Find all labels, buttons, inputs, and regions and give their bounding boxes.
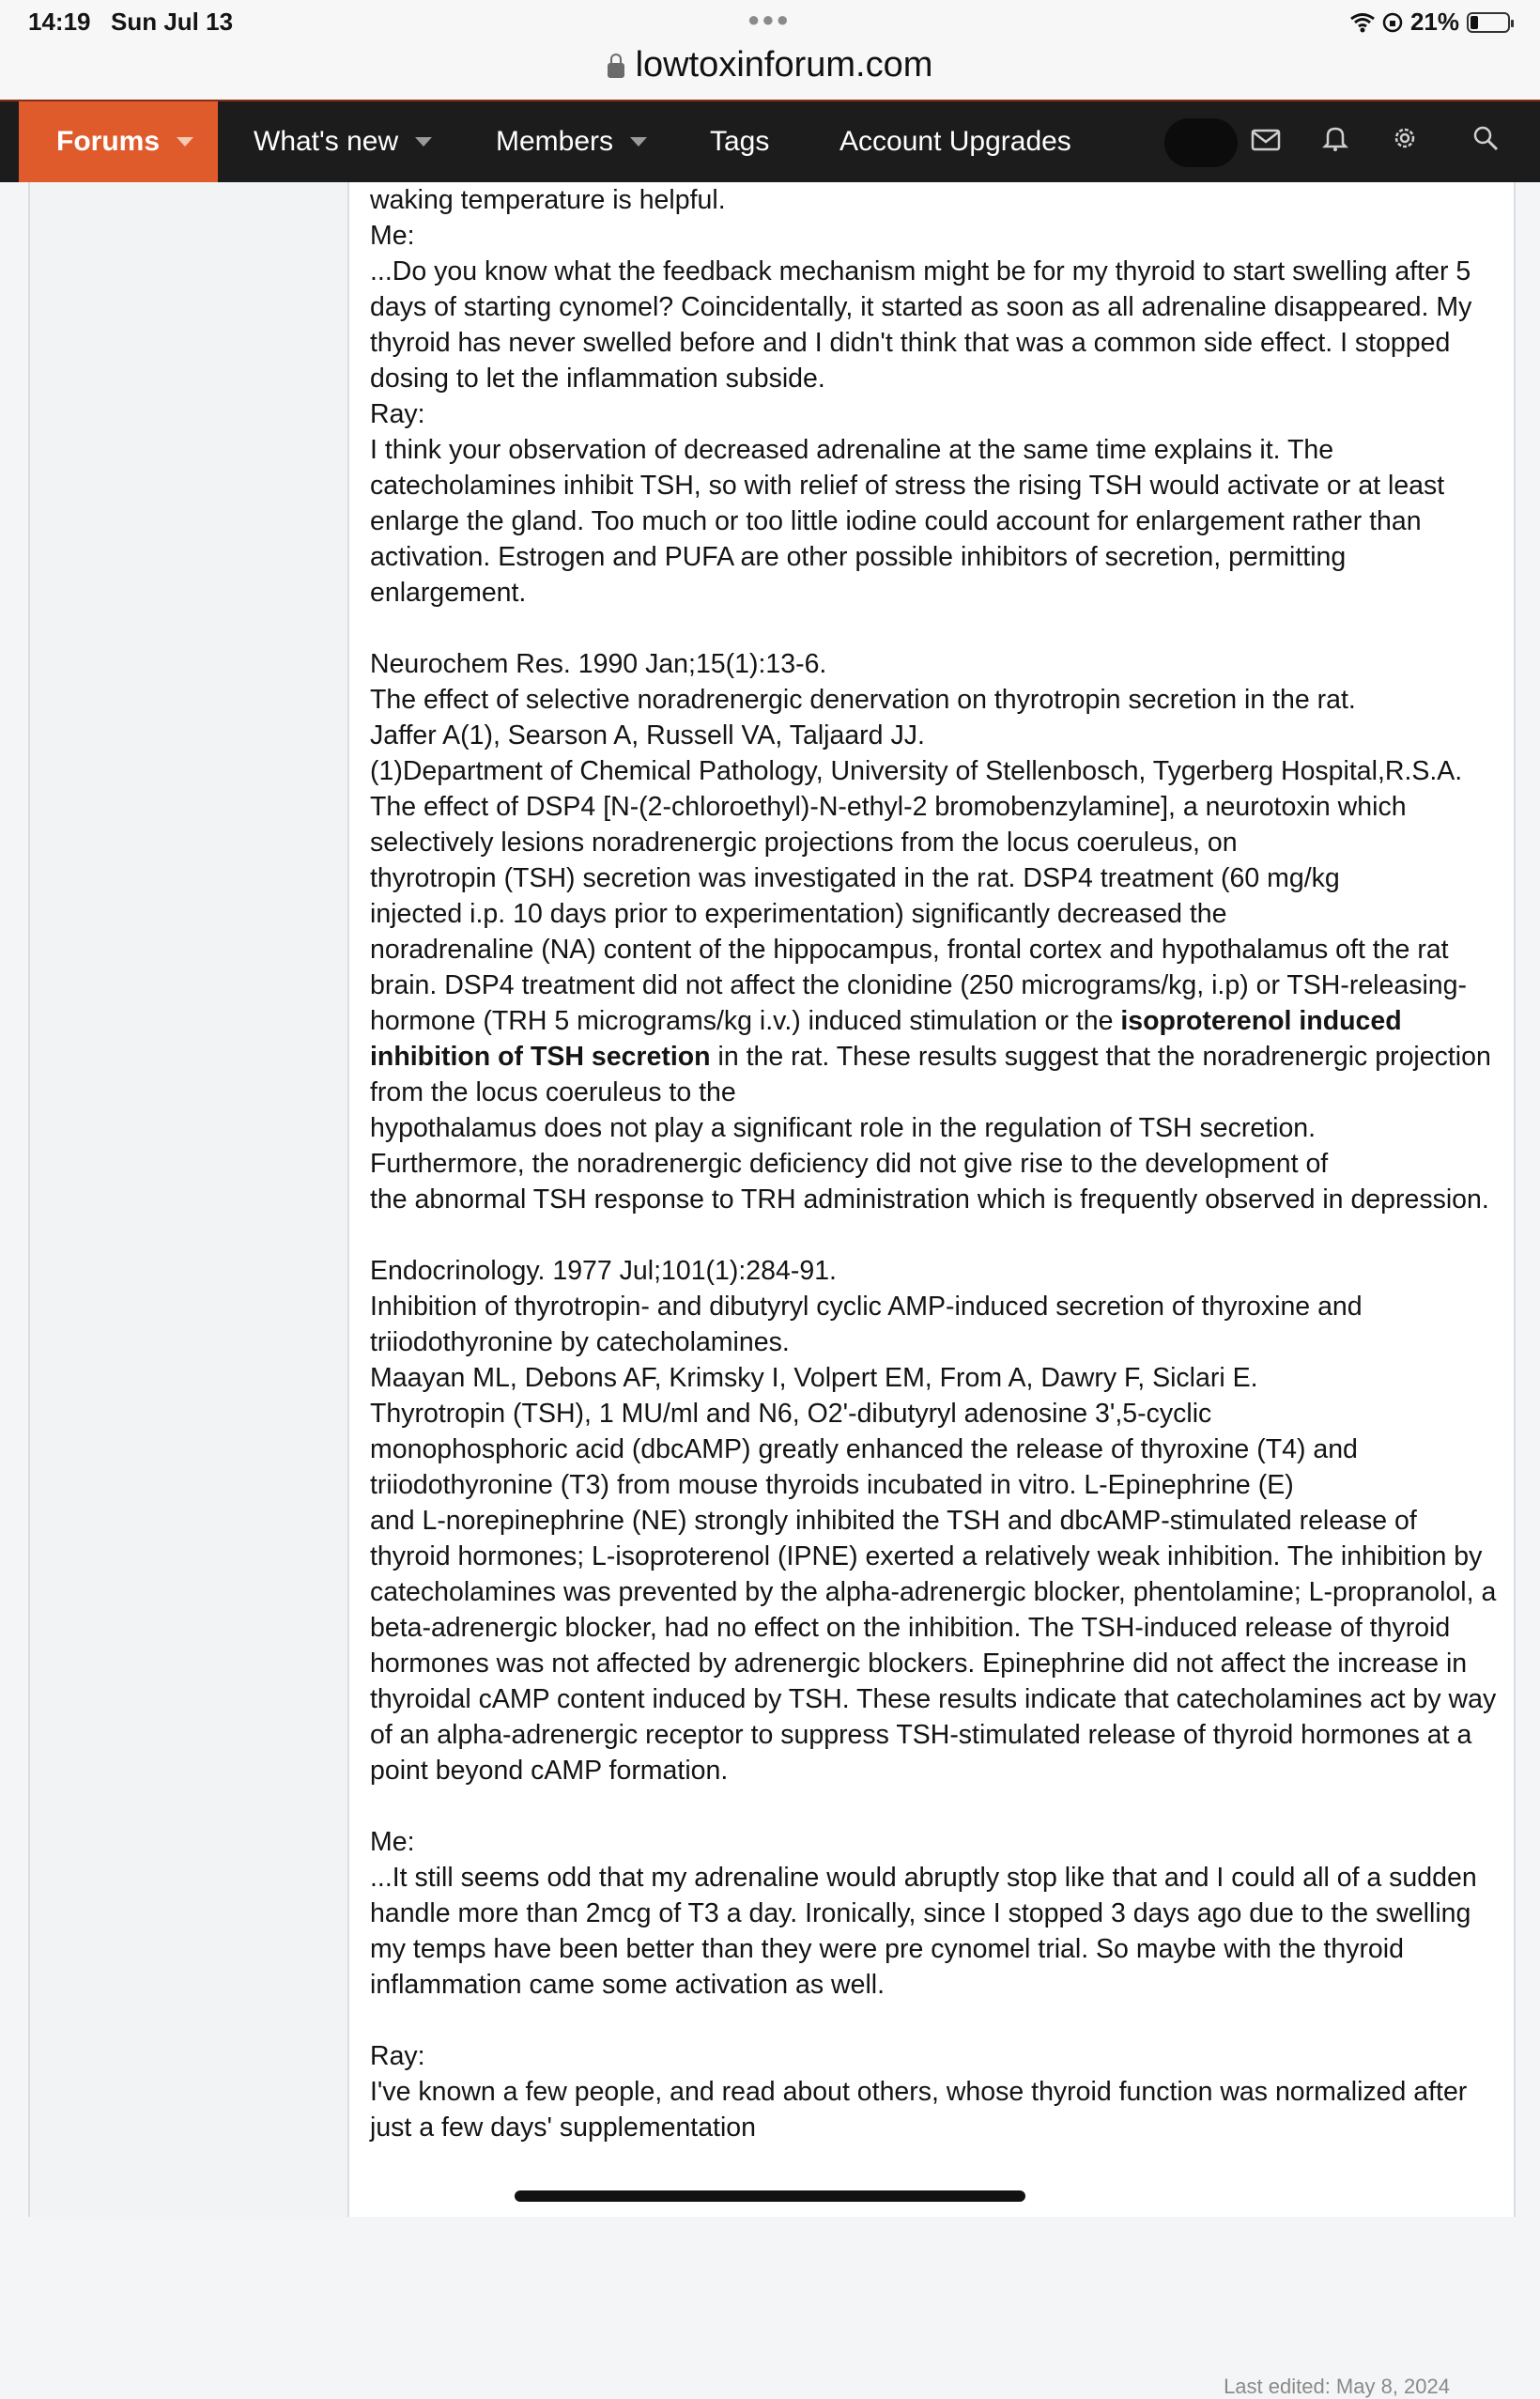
spacer xyxy=(370,611,1497,646)
abstract-line: The effect of DSP4 [N-(2-chloroethyl)-N-ethyl-2 bromobenzylamine], a neurotoxin which xyxy=(370,792,1407,822)
chevron-down-icon[interactable] xyxy=(177,137,193,147)
citation-authors: Maayan ML, Debons AF, Krimsky I, Volpert EM, From A, Dawry F, Siclari E. xyxy=(370,1363,1258,1393)
battery-percent: 21% xyxy=(1409,8,1459,36)
mail-icon[interactable] xyxy=(1240,101,1292,182)
nav-tab-tags[interactable] xyxy=(710,101,769,182)
lock-icon xyxy=(608,63,624,78)
bold-highlight: isoproterenol induced inhibition of TSH secretion xyxy=(370,1006,1402,1072)
nav-label: Account Upgrades xyxy=(839,126,1071,157)
abstract-line: injected i.p. 10 days prior to experimentation) significantly decreased the xyxy=(370,899,1227,929)
chevron-down-icon[interactable] xyxy=(630,137,647,147)
battery-fill xyxy=(1471,16,1478,29)
bell-icon[interactable] xyxy=(1309,101,1362,182)
post-paragraph: waking temperature is helpful. xyxy=(370,185,726,215)
citation-authors: Jaffer A(1), Searson A, Russell VA, Taljaard JJ. xyxy=(370,720,925,751)
post-paragraph: ...It still seems odd that my adrenaline would abruptly stop like that and I could all of a sudden handle more than 2mcg of T3 a day. Ironically, since I stopped 3 days ago due to the swelling my temps have been better than they were pre cynomel trial. So maybe with the thyroid inflammation came some activation as well. xyxy=(370,1863,1477,2000)
home-indicator[interactable] xyxy=(515,2190,1025,2202)
search-icon[interactable] xyxy=(1459,101,1512,182)
post-speaker: Ray: xyxy=(370,2041,425,2071)
nav-label: Members xyxy=(496,126,614,157)
gear-icon[interactable] xyxy=(1378,101,1431,182)
nav-tab-account-upgrades[interactable] xyxy=(839,101,1071,182)
url-text: lowtoxinforum.com xyxy=(635,45,933,85)
abstract-line: thyrotropin (TSH) secretion was investigated in the rat. DSP4 treatment (60 mg/kg xyxy=(370,863,1340,893)
avatar[interactable] xyxy=(1164,118,1238,167)
citation-title: Inhibition of thyrotropin- and dibutyryl cyclic AMP-induced secretion of thyroxine and triiodothyronine by catecholamines. xyxy=(370,1292,1363,1357)
post-paragraph: ...Do you know what the feedback mechanism might be for my thyroid to start swelling after 5 days of starting cynomel? Coincidentally, it started as soon as all adrenaline disappeared. My thyroid has never swelled before and I didn't think that was a common side effect. I stopped dosing to let the inflammation subside. xyxy=(370,256,1472,394)
citation-title: The effect of selective noradrenergic denervation on thyrotropin secretion in the rat. xyxy=(370,685,1356,715)
orientation-lock-icon xyxy=(1382,12,1403,33)
status-date: Sun Jul 13 xyxy=(111,8,234,36)
abstract-text: noradrenaline (NA) content of the hippocampus, frontal cortex and hypothalamus oft the rat brain. DSP4 treatment did not affect the clonidine (250 micrograms/kg, i.p) or TSH-releasing-hormone (TRH 5 micrograms/kg i.v.) induced stimulation or the xyxy=(370,935,1467,1036)
url-display[interactable] xyxy=(0,45,1540,85)
abstract-line: and L-norepinephrine (NE) strongly inhibited the TSH and dbcAMP-stimulated release of thyroid hormones; L-isoproterenol (IPNE) exerted a relatively weak inhibition. The inhibition by catecholamines was prevented by the alpha-adrenergic blocker, phentolamine; L-propranolol, a beta-adrenergic blocker, had no effect on the inhibition. The TSH-induced release of thyroid hormones was not affected by adrenergic blockers. Epinephrine did not affect the increase in thyroidal cAMP content induced by TSH. These results indicate that catecholamines act by way of an alpha-adrenergic receptor to suppress TSH-stimulated release of thyroid hormones at a point beyond cAMP formation. xyxy=(370,1506,1497,1786)
chevron-down-icon[interactable] xyxy=(415,137,432,147)
abstract-line: Thyrotropin (TSH), 1 MU/ml and N6, O2'-dibutyryl adenosine 3',5-cyclic xyxy=(370,1399,1212,1429)
post-speaker: Me: xyxy=(370,221,415,251)
citation-source: Endocrinology. 1977 Jul;101(1):284-91. xyxy=(370,1256,837,1286)
abstract-line: Furthermore, the noradrenergic deficiency did not give rise to the development of xyxy=(370,1149,1329,1179)
abstract-line: hypothalamus does not play a significant role in the regulation of TSH secretion. xyxy=(370,1113,1317,1143)
forum-navbar xyxy=(0,100,1540,182)
nav-label: Forums xyxy=(56,126,161,157)
nav-tab-whats-new[interactable] xyxy=(254,101,432,182)
citation-source: Neurochem Res. 1990 Jan;15(1):13-6. xyxy=(370,649,827,679)
status-time: 14:19 xyxy=(28,8,91,36)
abstract-line xyxy=(370,932,1497,1110)
post-speaker: Ray: xyxy=(370,399,425,429)
post-content xyxy=(347,182,1516,2398)
last-edited: Last edited: May 8, 2024 xyxy=(1224,2375,1450,2398)
nav-tab-members[interactable] xyxy=(496,101,647,182)
abstract-line: the abnormal TSH response to TRH administration which is frequently observed in depression. xyxy=(370,1184,1489,1215)
nav-tab-forums[interactable] xyxy=(19,101,218,182)
spacer xyxy=(370,2003,1497,2038)
spacer xyxy=(370,1788,1497,1824)
address-bar[interactable] xyxy=(0,45,1540,100)
post-paragraph: I've known a few people, and read about others, whose thyroid function was normalized after just a few days' supplementation xyxy=(370,2077,1468,2143)
more-dots-icon[interactable]: ●●● xyxy=(747,8,791,31)
post-user-column xyxy=(28,182,347,2217)
post-body xyxy=(370,182,1497,2145)
post-speaker: Me: xyxy=(370,1827,415,1857)
nav-label: What's new xyxy=(254,126,399,157)
post-paragraph: I think your observation of decreased adrenaline at the same time explains it. The catecholamines inhibit TSH, so with relief of stress the rising TSH would activate or at least enlarge the gland. Too much or too little iodine could account for enlargement rather than activation. Estrogen and PUFA are other possible inhibitors of secretion, permitting enlargement. xyxy=(370,435,1445,608)
nav-label: Tags xyxy=(710,126,770,157)
citation-affiliation: (1)Department of Chemical Pathology, University of Stellenbosch, Tygerberg Hospital,R.S.A. xyxy=(370,756,1463,786)
spacer xyxy=(370,1217,1497,1253)
status-bar xyxy=(0,0,1540,45)
abstract-line: monophosphoric acid (dbcAMP) greatly enhanced the release of thyroxine (T4) and xyxy=(370,1434,1358,1464)
status-indicators xyxy=(1350,8,1510,37)
wifi-icon xyxy=(1350,12,1375,33)
battery-icon xyxy=(1467,12,1510,33)
abstract-line: triiodothyronine (T3) from mouse thyroids incubated in vitro. L-Epinephrine (E) xyxy=(370,1470,1294,1500)
abstract-text: in the rat. These results suggest that the noradrenergic projection from the locus coeruleus to the xyxy=(370,1042,1491,1107)
abstract-line: selectively lesions noradrenergic projections from the locus coeruleus, on xyxy=(370,828,1238,858)
